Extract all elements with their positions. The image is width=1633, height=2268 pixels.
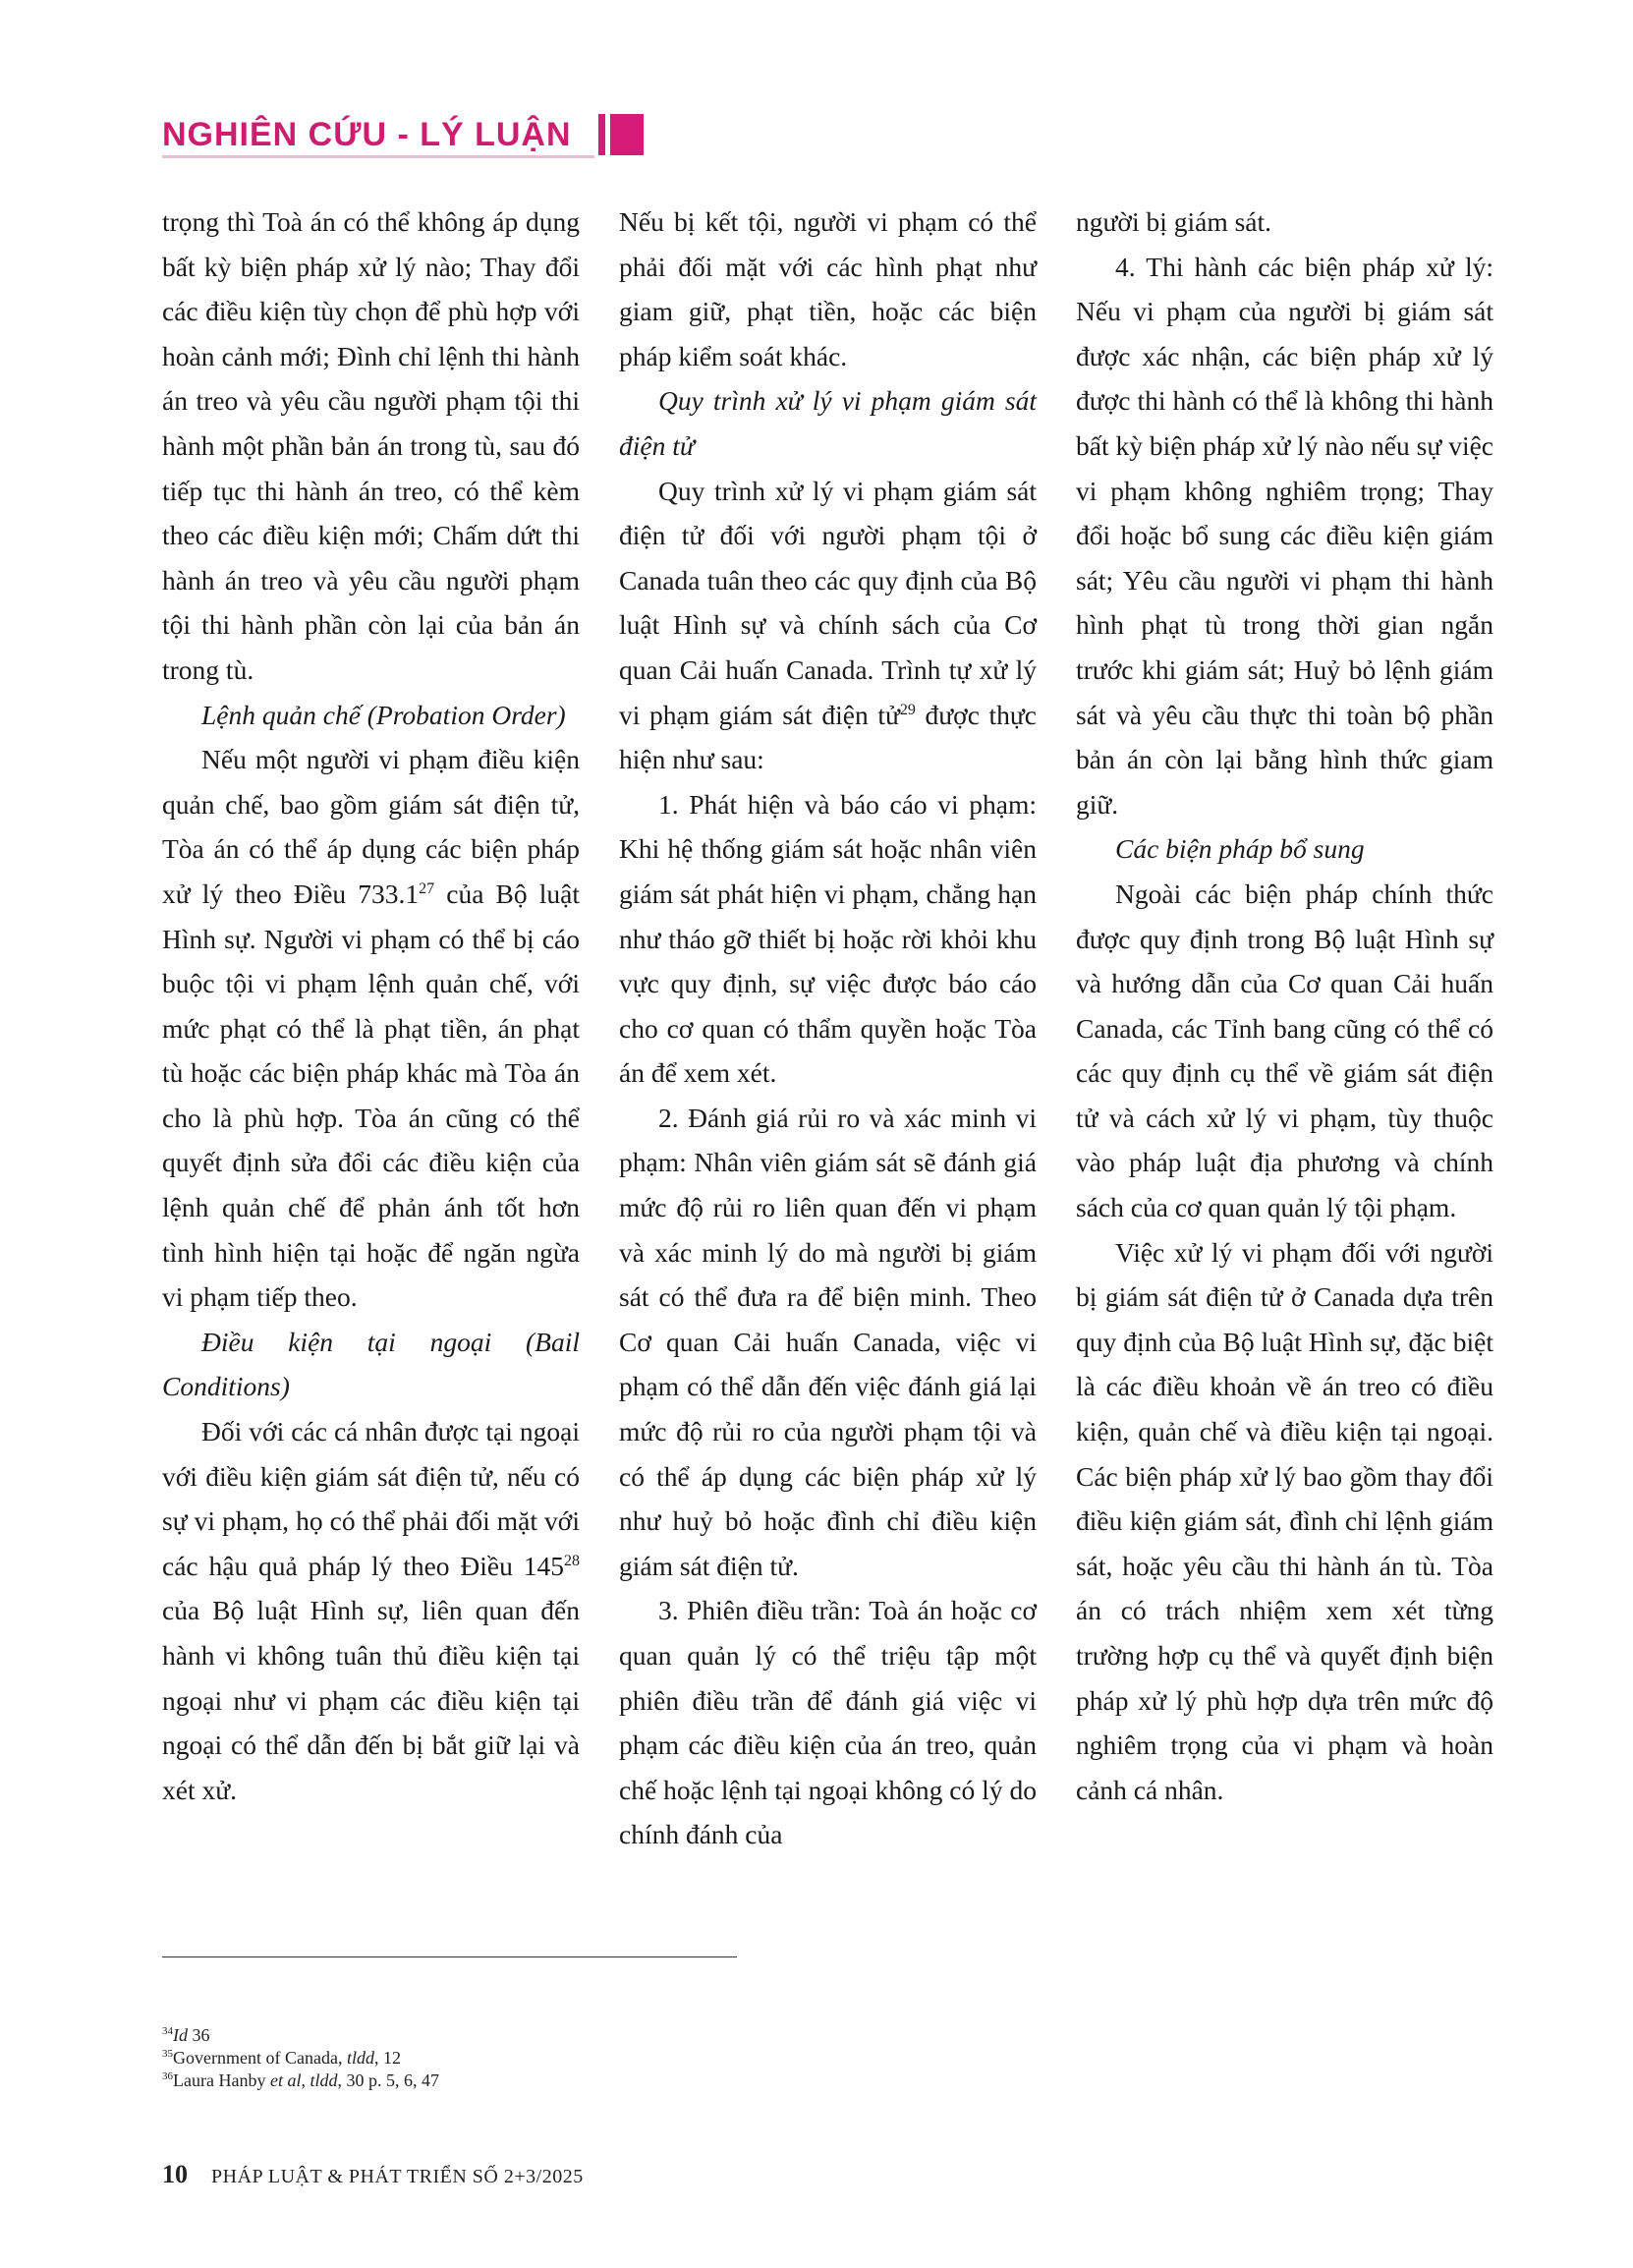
footnote-ref: 29: [899, 701, 916, 718]
list-item: 1. Phát hiện và báo cáo vi phạm: Khi hệ thống giám sát hoặc nhân viên giám sát phát hiện vi phạm, chẳng hạn như tháo gỡ thiết bị hoặc rời khỏi khu vực quy định, sự việc được báo cáo cho cơ quan có thẩm quyền hoặc Tòa án để xem xét.: [619, 788, 1037, 1089]
header-underline: [162, 155, 594, 158]
footnote: $^{34}$Id 36: [162, 2025, 210, 2045]
footnote: $^{35}$Government of Canada, tldd, 12: [162, 2048, 401, 2068]
text-column-1: [162, 199, 580, 1812]
list-item: 4. Thi hành các biện pháp xử lý: Nếu vi phạm của người bị giám sát được xác nhận, các biện pháp xử lý được thi hành có thể là không thi hành bất kỳ biện pháp xử lý nào nếu sự việc vi phạm không nghiêm trọng; Thay đổi hoặc bổ sung các điều kiện giám sát; Yêu cầu người vi phạm thi hành hình phạt tù trong thời gian ngắn trước khi giám sát; Huỷ bỏ lệnh giám sát và yêu cầu thực thi toàn bộ phần bản án còn lại bằng hình thức giam giữ.: [1076, 251, 1493, 820]
list-item: 3. Phiên điều trần: Toà án hoặc cơ quan quản lý có thể triệu tập một phiên điều trần để đánh giá việc vi phạm các điều kiện của án treo, quản chế hoặc lệnh tại ngoại không có lý do chính đánh của: [619, 1595, 1037, 1850]
paragraph: Đối với các cá nhân được tại ngoại với điều kiện giám sát điện tử, nếu có sự vi phạm, họ có thể phải đối mặt với các hậu quả pháp lý theo Điều $145^{28}$ của Bộ luật Hình sự, liên quan đến hành vi không tuân thủ điều kiện tại ngoại như vi phạm các điều kiện tại ngoại có thể dẫn đến bị bắt giữ lại và xét xử.: [162, 1416, 580, 1805]
section-title: NGHIÊN CỨU - LÝ LUẬN: [162, 116, 572, 153]
text-column-2: [619, 199, 1037, 1857]
header-accent-bar: [610, 114, 644, 155]
footnote: $^{36}$Laura Hanby et al, tldd, 30 p. 5, 6, 47: [162, 2070, 439, 2090]
paragraph: Ngoài các biện pháp chính thức được quy định trong Bộ luật Hình sự và hướng dẫn của Cơ quan Cải huấn Canada, các Tỉnh bang cũng có thể có các quy định cụ thể về giám sát điện tử và cách xử lý vi phạm, tùy thuộc vào pháp luật địa phương và chính sách của cơ quan quản lý tội phạm.: [1076, 878, 1493, 1223]
journal-name: PHÁP LUẬT & PHÁT TRIỂN SỐ 2+3/2025: [211, 2166, 584, 2187]
paragraph: Việc xử lý vi phạm đối với người bị giám sát điện tử ở Canada dựa trên quy định của Bộ luật Hình sự, đặc biệt là các điều khoản về án treo có điều kiện, quản chế và điều kiện tại ngoại. Các biện pháp xử lý bao gồm thay đổi điều kiện giám sát, đình chỉ lệnh giám sát, hoặc yêu cầu thi hành án tù. Tòa án có trách nhiệm xem xét từng trường hợp cụ thể và quyết định biện pháp xử lý phù hợp dựa trên mức độ nghiêm trọng của vi phạm và hoàn cảnh cá nhân.: [1076, 1236, 1493, 1805]
paragraph: Nếu một người vi phạm điều kiện quản chế, bao gồm giám sát điện tử, Tòa án có thể áp dụng các biện pháp xử lý theo Điều 733.1$^{27}$ của Bộ luật Hình sự. Người vi phạm có thể bị cáo buộc tội vi phạm lệnh quản chế, với mức phạt có thể là phạt tiền, án phạt tù hoặc các biện pháp khác mà Tòa án cho là phù hợp. Tòa án cũng có thể quyết định sửa đổi các điều kiện của lệnh quản chế để phản ánh tốt hơn tình hình hiện tại hoặc để ngăn ngừa vi phạm tiếp theo.: [162, 744, 580, 1313]
paragraph: người bị giám sát.: [1076, 206, 1272, 237]
page-footer: [162, 2160, 584, 2189]
footnotes: [162, 2024, 850, 2092]
page-number: 10: [162, 2160, 188, 2188]
paragraph: trọng thì Toà án có thể không áp dụng bất kỳ biện pháp xử lý nào; Thay đổi các điều kiện tùy chọn để phù hợp với hoàn cảnh mới; Đình chỉ lệnh thi hành án treo và yêu cầu người phạm tội thi hành một phần bản án trong tù, sau đó tiếp tục thi hành án treo, có thể kèm theo các điều kiện mới; Chấm dứt thi hành án treo và yêu cầu người phạm tội thi hành phần còn lại của bản án trong tù.: [162, 206, 580, 685]
footnote-ref: 27: [419, 879, 435, 897]
list-item: 2. Đánh giá rủi ro và xác minh vi phạm: Nhân viên giám sát sẽ đánh giá mức độ rủi ro liên quan đến vi phạm và xác minh lý do mà người bị giám sát có thể đưa ra để biện minh. Theo Cơ quan Cải huấn Canada, việc vi phạm có thể dẫn đến việc đánh giá lại mức độ rủi ro của người phạm tội và có thể áp dụng các biện pháp xử lý như huỷ bỏ hoặc đình chỉ điều kiện giám sát điện tử.: [619, 1102, 1037, 1581]
header-accent-thin-bar: [598, 114, 605, 155]
footnote-ref: 28: [564, 1552, 580, 1569]
paragraph: Nếu bị kết tội, người vi phạm có thể phải đối mặt với các hình phạt như giam giữ, phạt tiền, hoặc các biện pháp kiểm soát khác.: [619, 206, 1037, 371]
subheading-probation-order: Lệnh quản chế (Probation Order): [201, 699, 566, 730]
text-column-3: [1076, 199, 1493, 1812]
footnote-divider: [162, 1956, 737, 1957]
paragraph: Quy trình xử lý vi phạm giám sát điện tử đối với người phạm tội ở Canada tuân theo các quy định của Bộ luật Hình sự và chính sách của Cơ quan Cải huấn Canada. Trình tự xử lý vi phạm giám sát điện tử$^{29}$ được thực hiện như sau:: [619, 475, 1038, 775]
subheading-additional-measures: Các biện pháp bổ sung: [1115, 833, 1365, 865]
subheading-violation-process: Quy trình xử lý vi phạm giám sát điện tử: [619, 385, 1037, 461]
subheading-bail-conditions: Điều kiện tại ngoại (Bail Conditions): [162, 1326, 580, 1402]
